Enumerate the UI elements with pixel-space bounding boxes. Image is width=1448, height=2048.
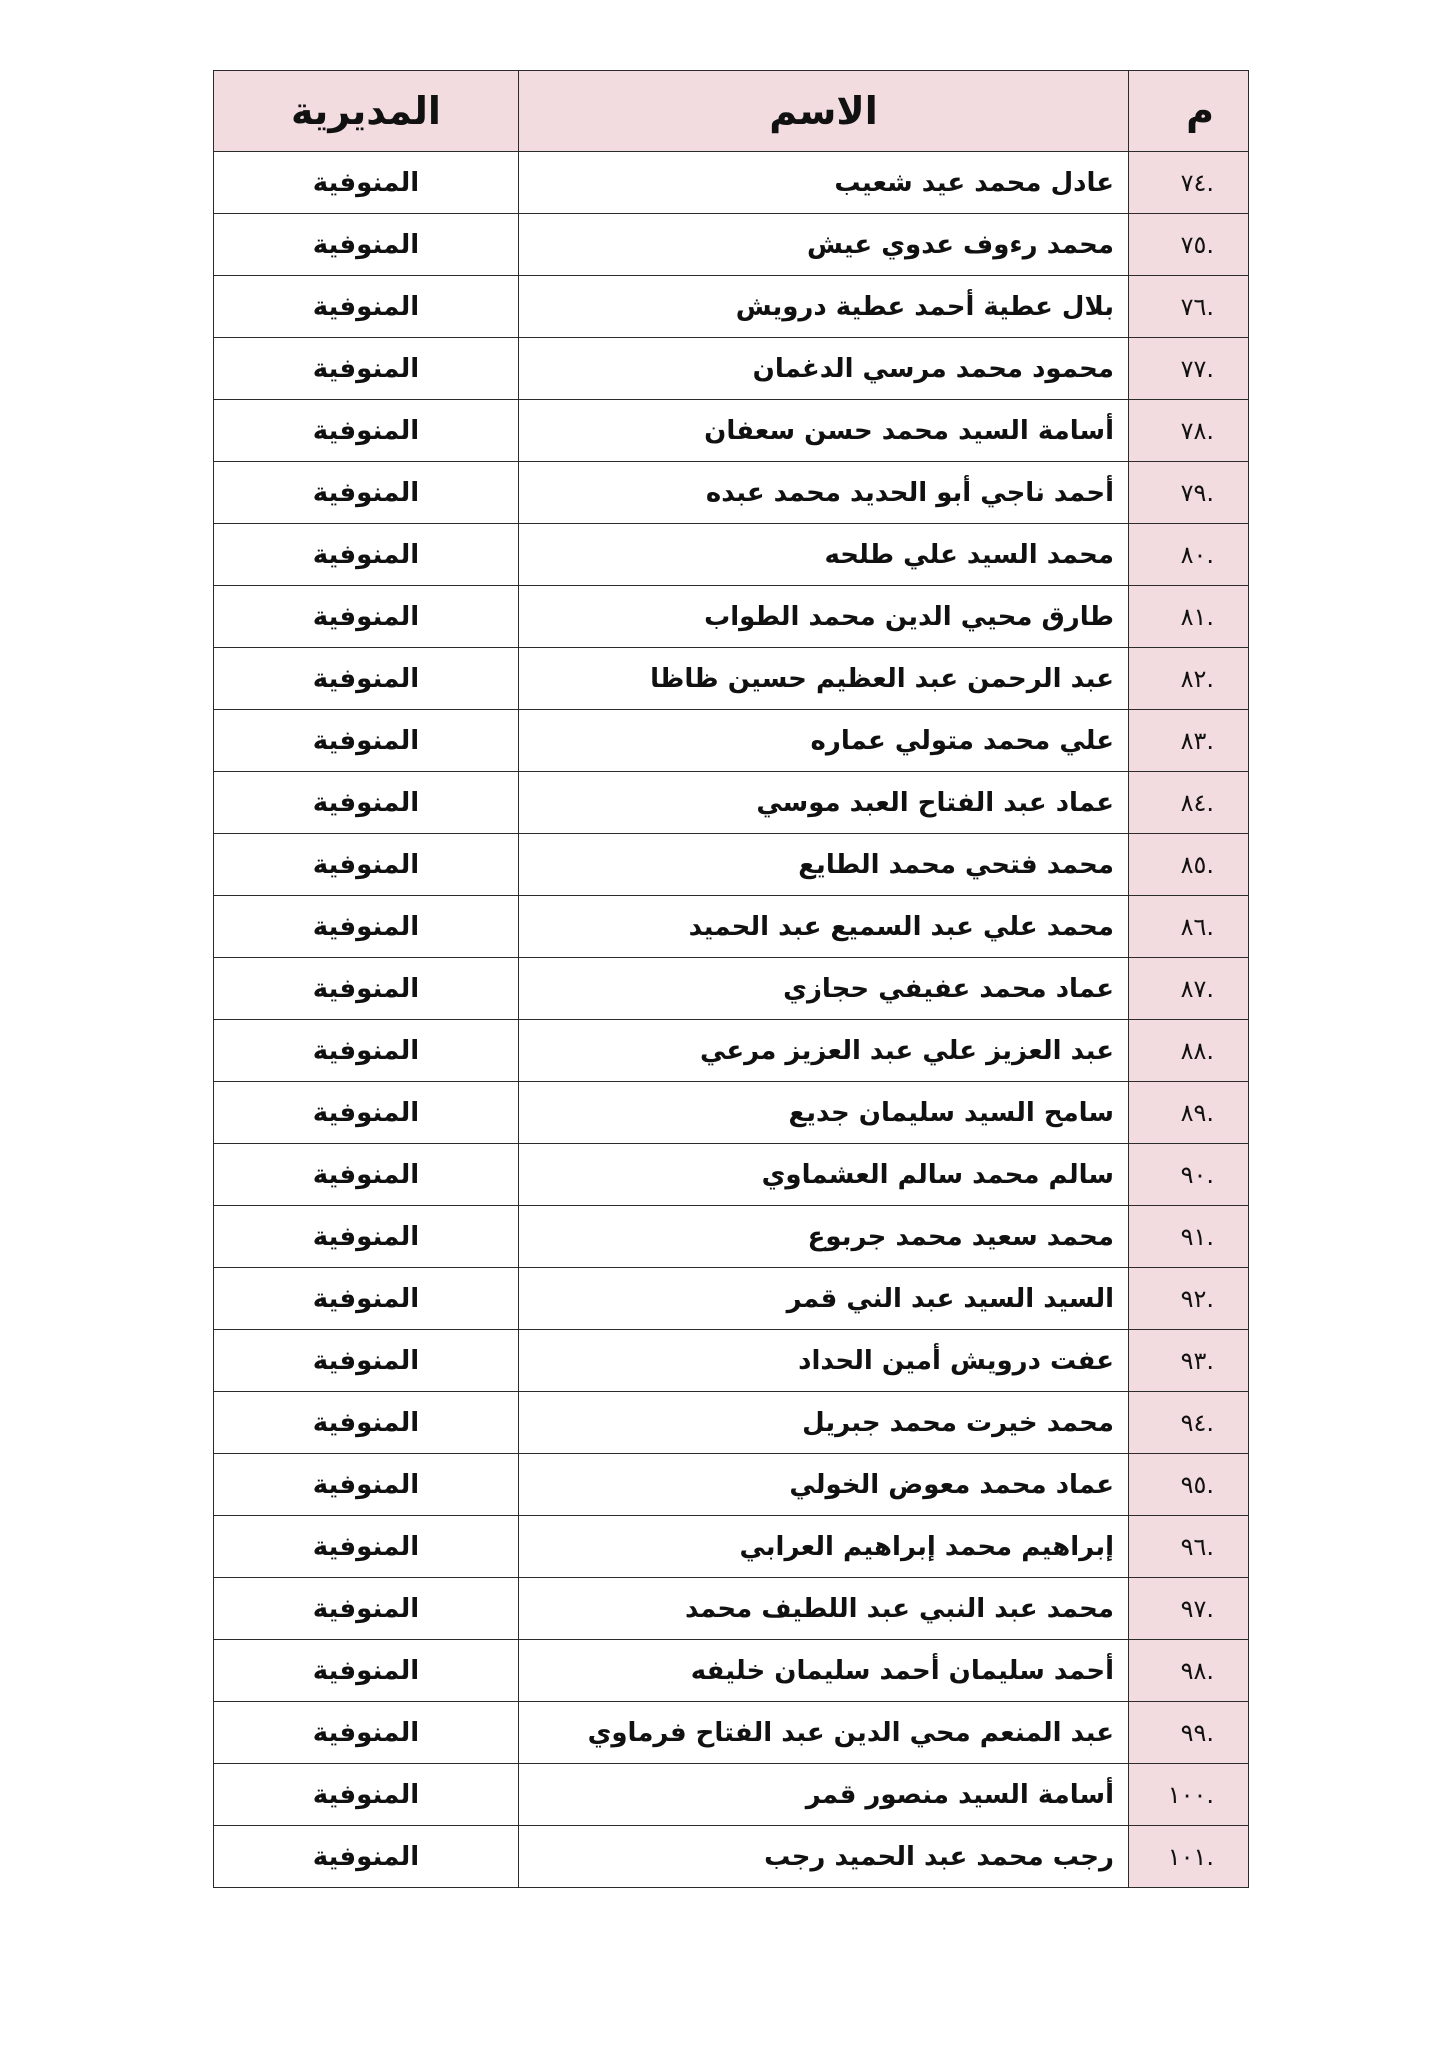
row-name: عبد المنعم محي الدين عبد الفتاح فرماوي bbox=[519, 1702, 1129, 1764]
row-number: .٨٦ bbox=[1129, 896, 1249, 958]
table-row bbox=[214, 896, 1249, 958]
table-row bbox=[214, 1082, 1249, 1144]
row-directorate: المنوفية bbox=[214, 958, 519, 1020]
table-row bbox=[214, 1702, 1249, 1764]
row-name: أحمد سليمان أحمد سليمان خليفه bbox=[519, 1640, 1129, 1702]
table-row bbox=[214, 1764, 1249, 1826]
row-number: .٩١ bbox=[1129, 1206, 1249, 1268]
row-number: .٨٣ bbox=[1129, 710, 1249, 772]
header-number: م bbox=[1129, 71, 1249, 152]
row-name: محمد فتحي محمد الطايع bbox=[519, 834, 1129, 896]
row-name: محمد علي عبد السميع عبد الحميد bbox=[519, 896, 1129, 958]
row-directorate: المنوفية bbox=[214, 1268, 519, 1330]
row-directorate: المنوفية bbox=[214, 586, 519, 648]
row-number: .٧٦ bbox=[1129, 276, 1249, 338]
row-name: أحمد ناجي أبو الحديد محمد عبده bbox=[519, 462, 1129, 524]
row-name: محمد السيد علي طلحه bbox=[519, 524, 1129, 586]
row-name: عماد محمد معوض الخولي bbox=[519, 1454, 1129, 1516]
table-row bbox=[214, 834, 1249, 896]
row-name: محمد رءوف عدوي عيش bbox=[519, 214, 1129, 276]
header-name: الاسم bbox=[519, 71, 1129, 152]
row-name: محمود محمد مرسي الدغمان bbox=[519, 338, 1129, 400]
row-directorate: المنوفية bbox=[214, 1392, 519, 1454]
table-row bbox=[214, 1640, 1249, 1702]
table-row bbox=[214, 1392, 1249, 1454]
row-directorate: المنوفية bbox=[214, 1826, 519, 1888]
table-row bbox=[214, 1826, 1249, 1888]
row-directorate: المنوفية bbox=[214, 1144, 519, 1206]
row-directorate: المنوفية bbox=[214, 648, 519, 710]
row-number: .٩٣ bbox=[1129, 1330, 1249, 1392]
row-name: عفت درويش أمين الحداد bbox=[519, 1330, 1129, 1392]
row-directorate: المنوفية bbox=[214, 338, 519, 400]
row-number: .٨٧ bbox=[1129, 958, 1249, 1020]
row-name: رجب محمد عبد الحميد رجب bbox=[519, 1826, 1129, 1888]
table-row bbox=[214, 338, 1249, 400]
row-directorate: المنوفية bbox=[214, 400, 519, 462]
row-directorate: المنوفية bbox=[214, 462, 519, 524]
row-name: عبد الرحمن عبد العظيم حسين ظاظا bbox=[519, 648, 1129, 710]
table-row bbox=[214, 1020, 1249, 1082]
table-row bbox=[214, 586, 1249, 648]
row-directorate: المنوفية bbox=[214, 1640, 519, 1702]
row-directorate: المنوفية bbox=[214, 1020, 519, 1082]
row-name: أسامة السيد منصور قمر bbox=[519, 1764, 1129, 1826]
row-directorate: المنوفية bbox=[214, 834, 519, 896]
table-body bbox=[214, 152, 1249, 1888]
table-row bbox=[214, 276, 1249, 338]
row-number: .٧٩ bbox=[1129, 462, 1249, 524]
row-directorate: المنوفية bbox=[214, 152, 519, 214]
row-number: .٩٨ bbox=[1129, 1640, 1249, 1702]
table-row bbox=[214, 524, 1249, 586]
row-name: عادل محمد عيد شعيب bbox=[519, 152, 1129, 214]
row-directorate: المنوفية bbox=[214, 1516, 519, 1578]
row-number: .٩٢ bbox=[1129, 1268, 1249, 1330]
table-row bbox=[214, 1578, 1249, 1640]
row-number: .٩٦ bbox=[1129, 1516, 1249, 1578]
row-number: .٩٠ bbox=[1129, 1144, 1249, 1206]
row-number: .٨٤ bbox=[1129, 772, 1249, 834]
document-page bbox=[213, 70, 1248, 1888]
row-directorate: المنوفية bbox=[214, 1578, 519, 1640]
row-number: .٨٥ bbox=[1129, 834, 1249, 896]
row-name: السيد السيد عبد الني قمر bbox=[519, 1268, 1129, 1330]
header-directorate: المديرية bbox=[214, 71, 519, 152]
table-header-row bbox=[214, 71, 1249, 152]
row-directorate: المنوفية bbox=[214, 1764, 519, 1826]
row-directorate: المنوفية bbox=[214, 1082, 519, 1144]
row-directorate: المنوفية bbox=[214, 276, 519, 338]
row-number: .١٠٠ bbox=[1129, 1764, 1249, 1826]
row-number: .٧٨ bbox=[1129, 400, 1249, 462]
row-name: عماد محمد عفيفي حجازي bbox=[519, 958, 1129, 1020]
row-directorate: المنوفية bbox=[214, 1206, 519, 1268]
table-row bbox=[214, 400, 1249, 462]
table-row bbox=[214, 1206, 1249, 1268]
row-number: .١٠١ bbox=[1129, 1826, 1249, 1888]
table-row bbox=[214, 710, 1249, 772]
table-row bbox=[214, 152, 1249, 214]
row-number: .٩٥ bbox=[1129, 1454, 1249, 1516]
row-directorate: المنوفية bbox=[214, 896, 519, 958]
row-directorate: المنوفية bbox=[214, 1330, 519, 1392]
row-name: بلال عطية أحمد عطية درويش bbox=[519, 276, 1129, 338]
table-row bbox=[214, 1144, 1249, 1206]
table-row bbox=[214, 648, 1249, 710]
row-number: .٨٢ bbox=[1129, 648, 1249, 710]
names-table bbox=[213, 70, 1249, 1888]
table-row bbox=[214, 1516, 1249, 1578]
row-number: .٧٤ bbox=[1129, 152, 1249, 214]
row-number: .٩٩ bbox=[1129, 1702, 1249, 1764]
table-row bbox=[214, 772, 1249, 834]
row-name: عبد العزيز علي عبد العزيز مرعي bbox=[519, 1020, 1129, 1082]
table-row bbox=[214, 214, 1249, 276]
row-number: .٨٩ bbox=[1129, 1082, 1249, 1144]
row-name: علي محمد متولي عماره bbox=[519, 710, 1129, 772]
row-name: عماد عبد الفتاح العبد موسي bbox=[519, 772, 1129, 834]
row-number: .٩٤ bbox=[1129, 1392, 1249, 1454]
row-number: .٧٥ bbox=[1129, 214, 1249, 276]
row-name: سالم محمد سالم العشماوي bbox=[519, 1144, 1129, 1206]
row-directorate: المنوفية bbox=[214, 772, 519, 834]
row-number: .٩٧ bbox=[1129, 1578, 1249, 1640]
table-row bbox=[214, 462, 1249, 524]
table-row bbox=[214, 1454, 1249, 1516]
row-number: .٧٧ bbox=[1129, 338, 1249, 400]
row-name: أسامة السيد محمد حسن سعفان bbox=[519, 400, 1129, 462]
table-row bbox=[214, 1268, 1249, 1330]
row-name: محمد خيرت محمد جبريل bbox=[519, 1392, 1129, 1454]
row-directorate: المنوفية bbox=[214, 524, 519, 586]
table-row bbox=[214, 1330, 1249, 1392]
row-directorate: المنوفية bbox=[214, 710, 519, 772]
row-number: .٨١ bbox=[1129, 586, 1249, 648]
row-number: .٨٠ bbox=[1129, 524, 1249, 586]
row-name: محمد سعيد محمد جربوع bbox=[519, 1206, 1129, 1268]
row-name: محمد عبد النبي عبد اللطيف محمد bbox=[519, 1578, 1129, 1640]
row-directorate: المنوفية bbox=[214, 1702, 519, 1764]
row-name: سامح السيد سليمان جديع bbox=[519, 1082, 1129, 1144]
row-directorate: المنوفية bbox=[214, 1454, 519, 1516]
row-name: طارق محيي الدين محمد الطواب bbox=[519, 586, 1129, 648]
row-directorate: المنوفية bbox=[214, 214, 519, 276]
row-name: إبراهيم محمد إبراهيم العرابي bbox=[519, 1516, 1129, 1578]
row-number: .٨٨ bbox=[1129, 1020, 1249, 1082]
table-row bbox=[214, 958, 1249, 1020]
